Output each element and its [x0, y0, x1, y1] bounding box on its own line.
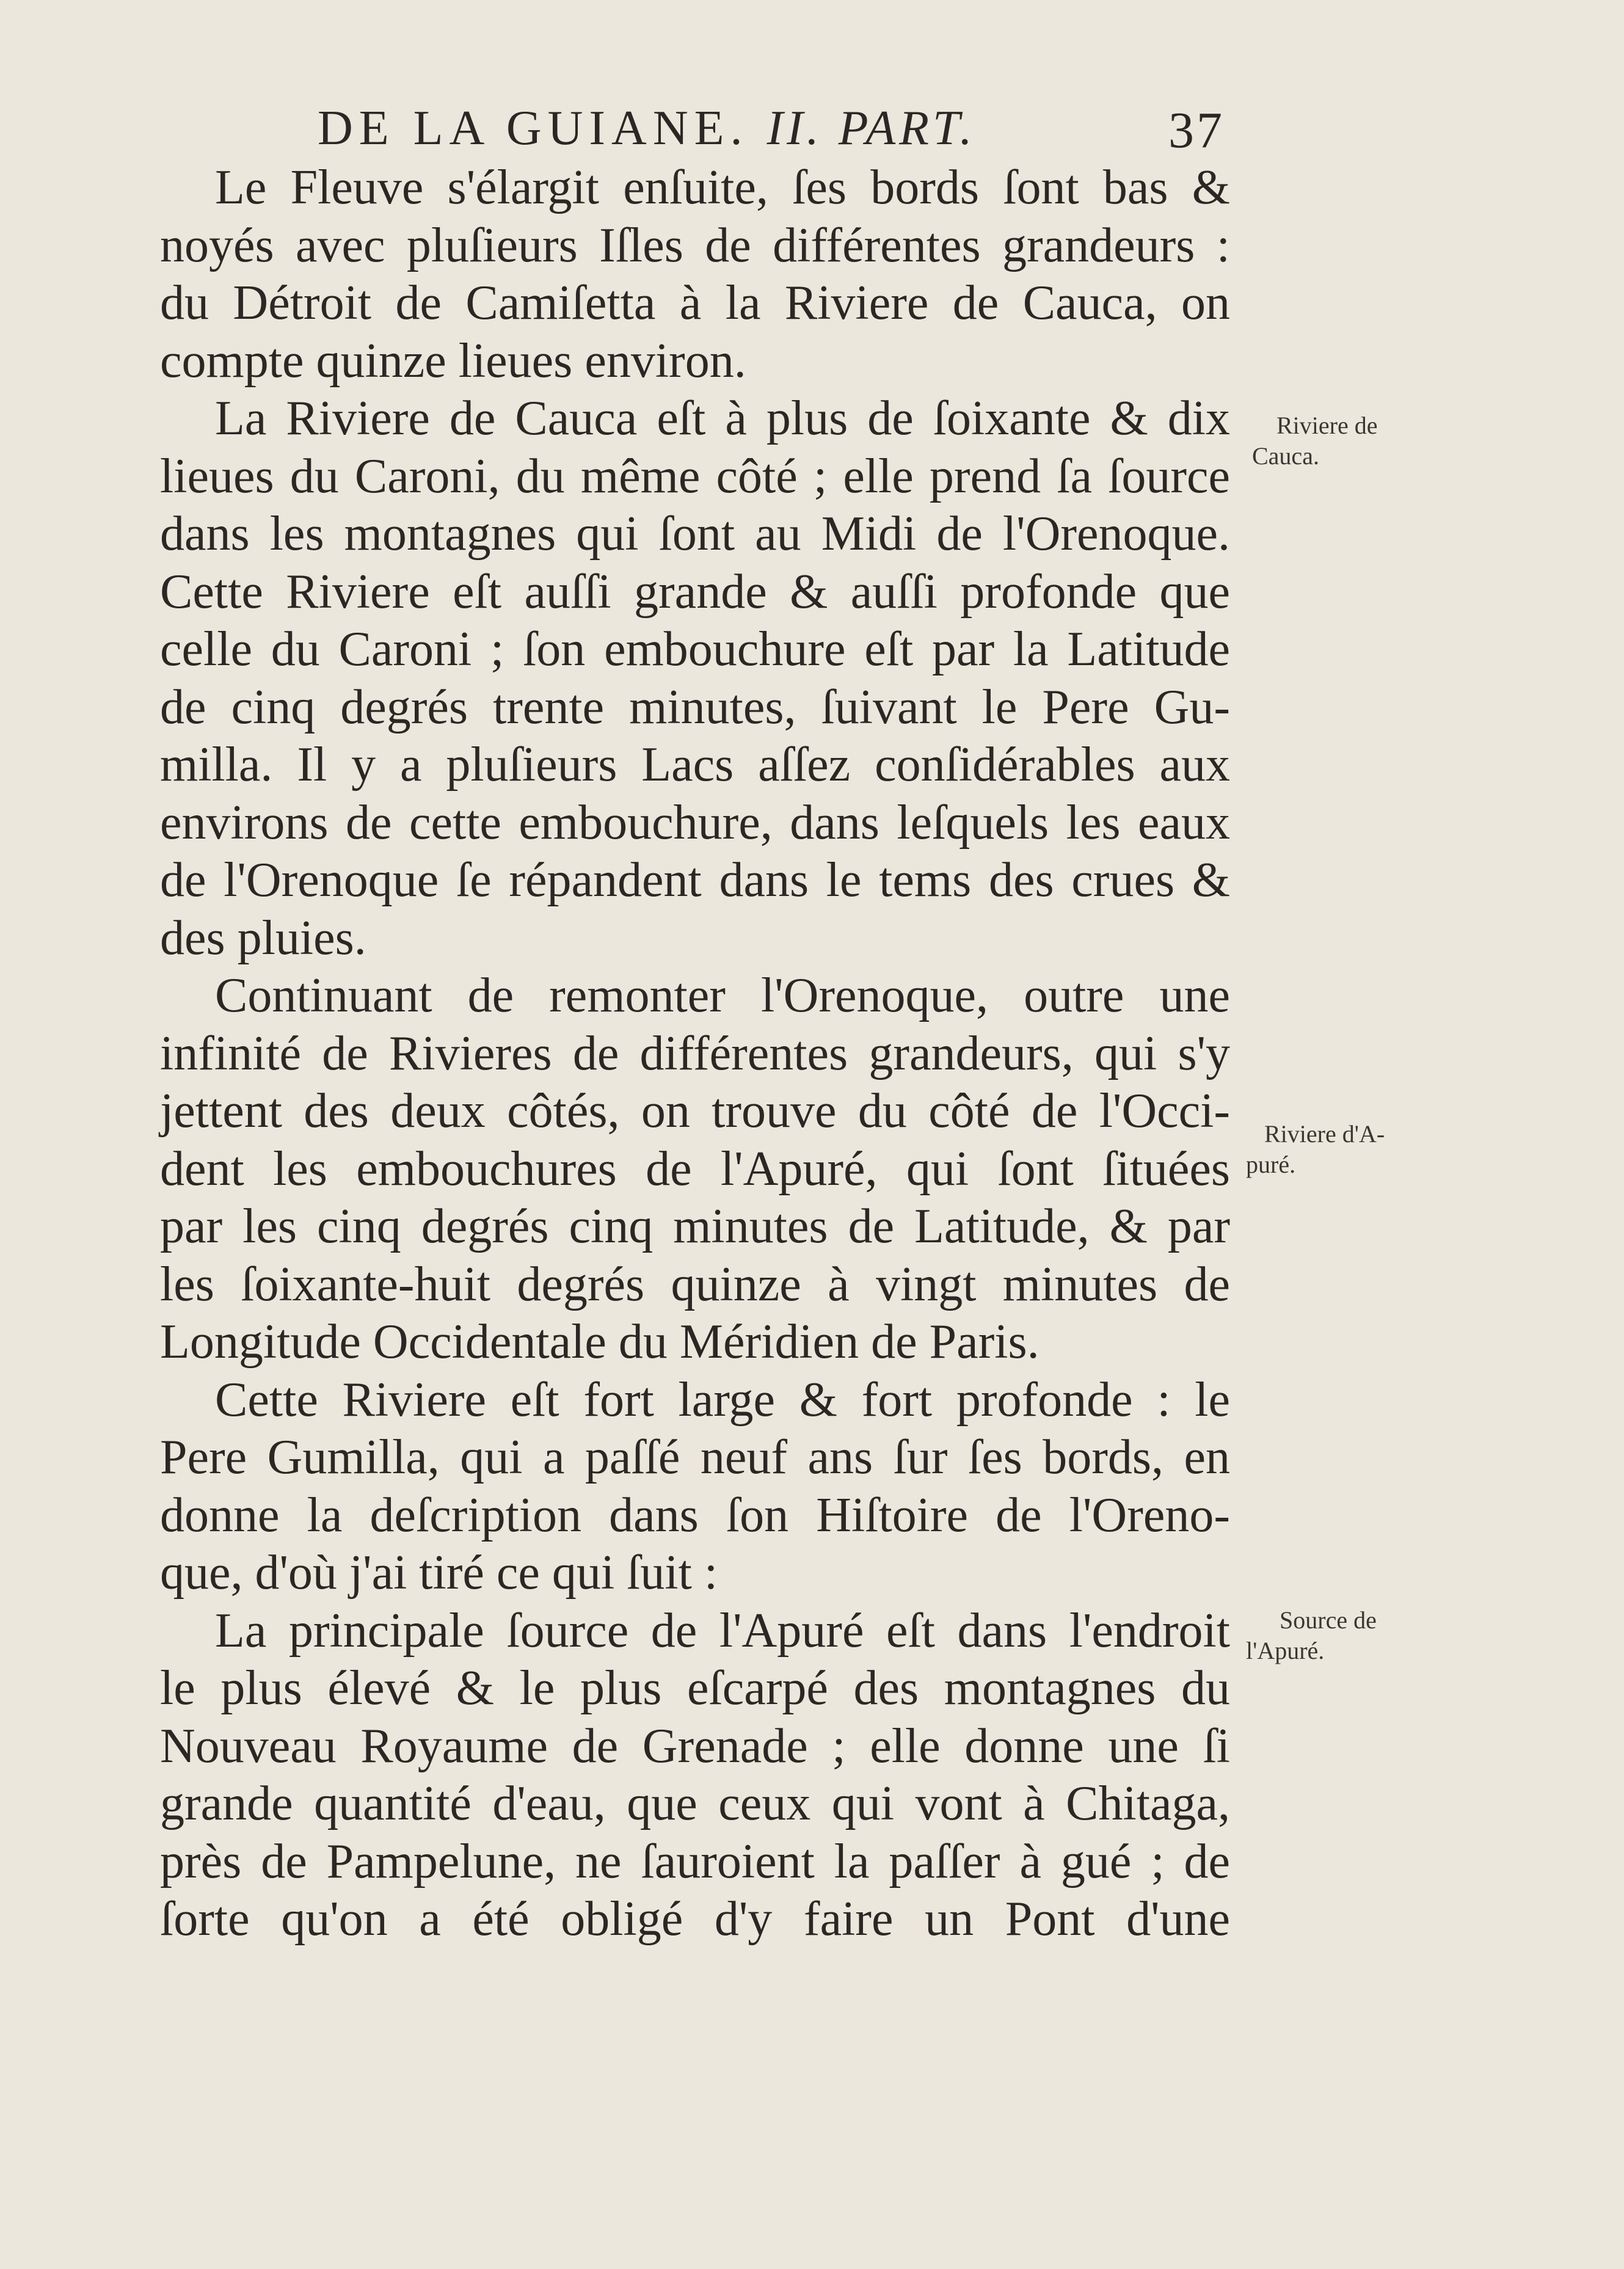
running-title — [318, 101, 976, 156]
margin-note-line: Riviere d'A- — [1264, 1120, 1385, 1148]
paragraph — [160, 967, 1230, 1371]
text-line: lieues du Caroni, du même côté ; elle prend ſa ſource — [160, 449, 1230, 503]
margin-note-line: Riviere de — [1276, 412, 1378, 439]
text-line: que, d'où j'ai tiré ce qui ſuit : — [160, 1546, 718, 1600]
running-title-text: DE LA GUIANE. — [318, 101, 749, 155]
text-line: environs de cette embouchure, dans leſquels les eaux — [160, 795, 1230, 850]
part-label: II. PART. — [766, 101, 976, 155]
text-line: Le Fleuve s'élargit enſuite, ſes bords ſont bas & — [215, 161, 1230, 214]
text-line: de l'Orenoque ſe répandent dans le tems des crues & — [160, 853, 1230, 907]
margin-note-source-apure — [1246, 1605, 1377, 1666]
margin-note-apure — [1246, 1119, 1385, 1180]
text-line: dans les montagnes qui ſont au Midi de l'Orenoque. — [160, 507, 1230, 561]
text-line: Longitude Occidentale du Méridien de Paris. — [160, 1315, 1040, 1369]
text-line: près de Pampelune, ne ſauroient la paſſer à gué ; de — [160, 1834, 1230, 1888]
margin-note-line: Source de — [1280, 1606, 1377, 1634]
text-line: La principale ſource de l'Apuré eſt dans l'endroit — [215, 1603, 1230, 1658]
text-line: du Détroit de Camiſetta à la Riviere de Cauca, on — [160, 276, 1230, 330]
text-line: Nouveau Royaume de Grenade ; elle donne une ſi — [160, 1719, 1230, 1773]
text-line: les ſoixante-huit degrés quinze à vingt minutes de — [160, 1257, 1230, 1311]
margin-note-line: l'Apuré. — [1246, 1637, 1325, 1664]
text-line: compte quinze lieues environ. — [160, 333, 746, 388]
text-line: noyés avec pluſieurs Iſles de différentes grandeurs : — [160, 218, 1230, 272]
text-line: celle du Caroni ; ſon embouchure eſt par la Latitude — [160, 622, 1230, 676]
body-text — [160, 159, 1230, 1948]
text-line: infinité de Rivieres de différentes grandeurs, qui s'y — [160, 1026, 1230, 1080]
text-line: Continuant de remonter l'Orenoque, outre une — [215, 969, 1230, 1022]
text-line: des pluies. — [160, 911, 366, 965]
text-line: donne la deſcription dans ſon Hiſtoire de l'Oreno- — [160, 1488, 1230, 1542]
text-line: dent les embouchures de l'Apuré, qui ſont ſituées — [160, 1142, 1230, 1196]
margin-note-cauca — [1252, 410, 1378, 472]
text-line: Pere Gumilla, qui a paſſé neuf ans ſur ſes bords, en — [160, 1430, 1230, 1484]
paragraph — [160, 1371, 1230, 1602]
text-line: Cette Riviere eſt fort large & fort profonde : le — [215, 1372, 1230, 1427]
margin-note-line: Cauca. — [1252, 442, 1319, 470]
text-line: ſorte qu'on a été obligé d'y faire un Pont d'une — [160, 1892, 1230, 1946]
page-number: 37 — [1168, 102, 1225, 159]
text-line: La Riviere de Cauca eſt à plus de ſoixante & dix — [215, 392, 1230, 445]
paragraph — [160, 1602, 1230, 1948]
page-header — [293, 101, 1234, 159]
paragraph — [160, 159, 1230, 390]
text-line: le plus élevé & le plus eſcarpé des montagnes du — [160, 1661, 1230, 1715]
text-line: grande quantité d'eau, que ceux qui vont à Chitaga, — [160, 1777, 1230, 1830]
text-line: milla. Il y a pluſieurs Lacs aſſez conſidérables aux — [160, 738, 1230, 792]
paragraph — [160, 390, 1230, 967]
text-line: jettent des deux côtés, on trouve du côté de l'Occi- — [160, 1084, 1230, 1138]
text-line: de cinq degrés trente minutes, ſuivant le Pere Gu- — [160, 680, 1230, 734]
text-line: par les cinq degrés cinq minutes de Latitude, & par — [160, 1200, 1230, 1253]
text-line: Cette Riviere eſt auſſi grande & auſſi profonde que — [160, 564, 1230, 619]
margin-note-line: puré. — [1246, 1151, 1296, 1178]
